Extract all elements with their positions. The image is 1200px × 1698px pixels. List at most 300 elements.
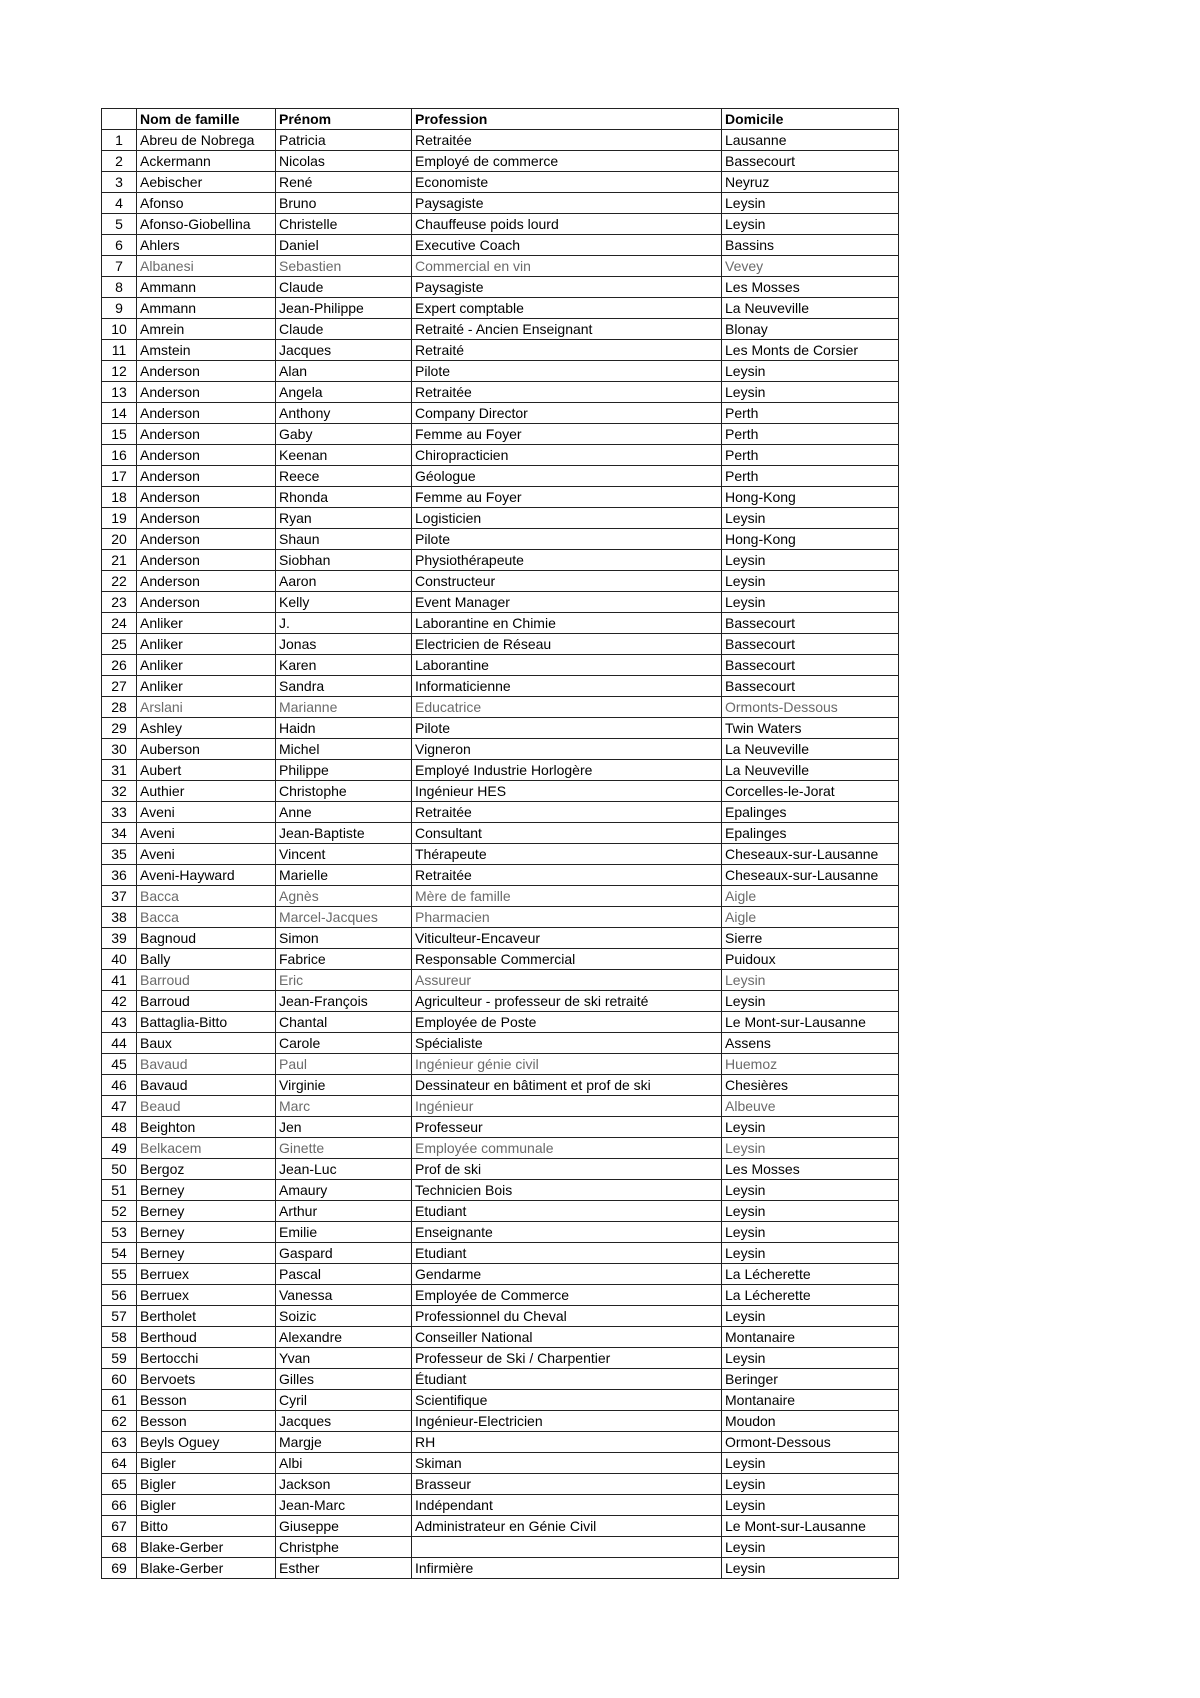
cell-nom-de-famille: Berthoud: [137, 1327, 276, 1348]
cell-number: 54: [102, 1243, 137, 1264]
cell-prenom: Vanessa: [276, 1285, 412, 1306]
cell-number: 8: [102, 277, 137, 298]
cell-profession: Pilote: [412, 529, 722, 550]
cell-domicile: Leysin: [722, 1306, 899, 1327]
cell-profession: Retraité: [412, 340, 722, 361]
table-row: [102, 655, 899, 676]
cell-prenom: Amaury: [276, 1180, 412, 1201]
cell-domicile: Leysin: [722, 1201, 899, 1222]
cell-nom-de-famille: Ahlers: [137, 235, 276, 256]
cell-profession: Agriculteur - professeur de ski retraité: [412, 991, 722, 1012]
cell-profession: Informaticienne: [412, 676, 722, 697]
cell-number: 18: [102, 487, 137, 508]
cell-prenom: Jean-Marc: [276, 1495, 412, 1516]
cell-profession: Dessinateur en bâtiment et prof de ski: [412, 1075, 722, 1096]
cell-profession: Ingénieur-Electricien: [412, 1411, 722, 1432]
cell-prenom: Jean-François: [276, 991, 412, 1012]
cell-number: 27: [102, 676, 137, 697]
cell-nom-de-famille: Bigler: [137, 1453, 276, 1474]
cell-nom-de-famille: Bergoz: [137, 1159, 276, 1180]
cell-nom-de-famille: Beighton: [137, 1117, 276, 1138]
cell-profession: Economiste: [412, 172, 722, 193]
cell-nom-de-famille: Albanesi: [137, 256, 276, 277]
cell-domicile: Ormont-Dessous: [722, 1432, 899, 1453]
cell-number: 38: [102, 907, 137, 928]
cell-prenom: Jonas: [276, 634, 412, 655]
cell-number: 47: [102, 1096, 137, 1117]
cell-profession: Employé de commerce: [412, 151, 722, 172]
cell-prenom: Soizic: [276, 1306, 412, 1327]
cell-number: 68: [102, 1537, 137, 1558]
cell-number: 39: [102, 928, 137, 949]
cell-nom-de-famille: Barroud: [137, 970, 276, 991]
table-row: [102, 823, 899, 844]
cell-profession: Ingénieur génie civil: [412, 1054, 722, 1075]
cell-domicile: Bassecourt: [722, 634, 899, 655]
cell-prenom: Arthur: [276, 1201, 412, 1222]
cell-number: 31: [102, 760, 137, 781]
table-row: [102, 613, 899, 634]
cell-domicile: La Neuveville: [722, 298, 899, 319]
cell-domicile: Leysin: [722, 1138, 899, 1159]
cell-number: 62: [102, 1411, 137, 1432]
cell-profession: Enseignante: [412, 1222, 722, 1243]
cell-nom-de-famille: Bervoets: [137, 1369, 276, 1390]
cell-domicile: Montanaire: [722, 1327, 899, 1348]
header-profession: Profession: [412, 109, 722, 130]
cell-nom-de-famille: Anliker: [137, 634, 276, 655]
cell-domicile: Blonay: [722, 319, 899, 340]
table-row: [102, 844, 899, 865]
table-row: [102, 130, 899, 151]
cell-domicile: Sierre: [722, 928, 899, 949]
cell-profession: Ingénieur HES: [412, 781, 722, 802]
cell-domicile: Les Monts de Corsier: [722, 340, 899, 361]
table-row: [102, 1159, 899, 1180]
cell-prenom: Ginette: [276, 1138, 412, 1159]
cell-prenom: Jen: [276, 1117, 412, 1138]
cell-number: 23: [102, 592, 137, 613]
cell-profession: Ingénieur: [412, 1096, 722, 1117]
cell-nom-de-famille: Aebischer: [137, 172, 276, 193]
table-row: [102, 550, 899, 571]
cell-prenom: Chantal: [276, 1012, 412, 1033]
cell-prenom: René: [276, 172, 412, 193]
cell-nom-de-famille: Ackermann: [137, 151, 276, 172]
cell-nom-de-famille: Berney: [137, 1222, 276, 1243]
header-prenom: Prénom: [276, 109, 412, 130]
cell-nom-de-famille: Bagnoud: [137, 928, 276, 949]
cell-prenom: Kelly: [276, 592, 412, 613]
cell-domicile: Leysin: [722, 571, 899, 592]
cell-nom-de-famille: Anderson: [137, 403, 276, 424]
cell-number: 50: [102, 1159, 137, 1180]
cell-domicile: Perth: [722, 445, 899, 466]
cell-prenom: Jean-Luc: [276, 1159, 412, 1180]
cell-domicile: Moudon: [722, 1411, 899, 1432]
table-row: [102, 991, 899, 1012]
cell-nom-de-famille: Ammann: [137, 277, 276, 298]
table-header-row: [102, 109, 899, 130]
cell-profession: Pilote: [412, 361, 722, 382]
cell-prenom: Haidn: [276, 718, 412, 739]
cell-number: 32: [102, 781, 137, 802]
cell-profession: Etudiant: [412, 1243, 722, 1264]
cell-profession: Étudiant: [412, 1369, 722, 1390]
cell-prenom: Sandra: [276, 676, 412, 697]
cell-number: 63: [102, 1432, 137, 1453]
cell-nom-de-famille: Bigler: [137, 1495, 276, 1516]
header-nom-de-famille: Nom de famille: [137, 109, 276, 130]
cell-profession: Company Director: [412, 403, 722, 424]
table-row: [102, 340, 899, 361]
cell-number: 67: [102, 1516, 137, 1537]
cell-nom-de-famille: Bavaud: [137, 1054, 276, 1075]
cell-domicile: Leysin: [722, 361, 899, 382]
cell-domicile: La Neuveville: [722, 760, 899, 781]
cell-nom-de-famille: Arslani: [137, 697, 276, 718]
table-row: [102, 1327, 899, 1348]
cell-profession: Mère de famille: [412, 886, 722, 907]
table-row: [102, 865, 899, 886]
cell-nom-de-famille: Bertocchi: [137, 1348, 276, 1369]
cell-prenom: Emilie: [276, 1222, 412, 1243]
cell-profession: Expert comptable: [412, 298, 722, 319]
cell-domicile: Lausanne: [722, 130, 899, 151]
cell-prenom: Vincent: [276, 844, 412, 865]
cell-prenom: Marcel-Jacques: [276, 907, 412, 928]
cell-nom-de-famille: Anliker: [137, 655, 276, 676]
cell-nom-de-famille: Anderson: [137, 361, 276, 382]
cell-prenom: Bruno: [276, 193, 412, 214]
cell-domicile: Le Mont-sur-Lausanne: [722, 1516, 899, 1537]
cell-domicile: Leysin: [722, 193, 899, 214]
cell-profession: Laborantine en Chimie: [412, 613, 722, 634]
table-row: [102, 1495, 899, 1516]
cell-nom-de-famille: Afonso: [137, 193, 276, 214]
cell-domicile: Montanaire: [722, 1390, 899, 1411]
cell-number: 36: [102, 865, 137, 886]
table-row: [102, 1390, 899, 1411]
cell-number: 33: [102, 802, 137, 823]
cell-number: 7: [102, 256, 137, 277]
cell-number: 61: [102, 1390, 137, 1411]
cell-prenom: Ryan: [276, 508, 412, 529]
cell-number: 35: [102, 844, 137, 865]
cell-prenom: Virginie: [276, 1075, 412, 1096]
cell-number: 58: [102, 1327, 137, 1348]
cell-number: 15: [102, 424, 137, 445]
cell-prenom: Gaby: [276, 424, 412, 445]
cell-nom-de-famille: Aubert: [137, 760, 276, 781]
table-row: [102, 361, 899, 382]
table-row: [102, 1075, 899, 1096]
cell-domicile: Cheseaux-sur-Lausanne: [722, 865, 899, 886]
cell-nom-de-famille: Beaud: [137, 1096, 276, 1117]
cell-number: 26: [102, 655, 137, 676]
cell-profession: Retraitée: [412, 382, 722, 403]
cell-domicile: Leysin: [722, 1537, 899, 1558]
cell-prenom: Claude: [276, 277, 412, 298]
cell-nom-de-famille: Aveni: [137, 802, 276, 823]
cell-profession: Conseiller National: [412, 1327, 722, 1348]
table-row: [102, 1243, 899, 1264]
table-row: [102, 1348, 899, 1369]
cell-profession: Skiman: [412, 1453, 722, 1474]
cell-number: 17: [102, 466, 137, 487]
cell-prenom: J.: [276, 613, 412, 634]
cell-prenom: Shaun: [276, 529, 412, 550]
table-row: [102, 256, 899, 277]
cell-profession: Indépendant: [412, 1495, 722, 1516]
cell-nom-de-famille: Abreu de Nobrega: [137, 130, 276, 151]
table-row: [102, 214, 899, 235]
cell-domicile: Bassins: [722, 235, 899, 256]
cell-number: 40: [102, 949, 137, 970]
cell-number: 16: [102, 445, 137, 466]
cell-profession: RH: [412, 1432, 722, 1453]
cell-profession: Logisticien: [412, 508, 722, 529]
cell-nom-de-famille: Barroud: [137, 991, 276, 1012]
cell-number: 1: [102, 130, 137, 151]
table-row: [102, 1411, 899, 1432]
cell-nom-de-famille: Ammann: [137, 298, 276, 319]
table-row: [102, 1012, 899, 1033]
cell-number: 52: [102, 1201, 137, 1222]
cell-domicile: Leysin: [722, 1474, 899, 1495]
cell-number: 29: [102, 718, 137, 739]
cell-number: 60: [102, 1369, 137, 1390]
cell-prenom: Carole: [276, 1033, 412, 1054]
cell-prenom: Nicolas: [276, 151, 412, 172]
table-row: [102, 1180, 899, 1201]
table-row: [102, 1474, 899, 1495]
cell-number: 11: [102, 340, 137, 361]
table-row: [102, 1516, 899, 1537]
cell-number: 66: [102, 1495, 137, 1516]
cell-profession: Scientifique: [412, 1390, 722, 1411]
cell-nom-de-famille: Berruex: [137, 1264, 276, 1285]
cell-profession: Professeur: [412, 1117, 722, 1138]
cell-domicile: Bassecourt: [722, 613, 899, 634]
cell-prenom: Eric: [276, 970, 412, 991]
table-row: [102, 634, 899, 655]
cell-prenom: Agnès: [276, 886, 412, 907]
cell-profession: Thérapeute: [412, 844, 722, 865]
table-row: [102, 1306, 899, 1327]
cell-number: 24: [102, 613, 137, 634]
table-body: [102, 130, 899, 1579]
cell-number: 4: [102, 193, 137, 214]
cell-nom-de-famille: Anderson: [137, 424, 276, 445]
cell-domicile: Bassecourt: [722, 655, 899, 676]
cell-number: 13: [102, 382, 137, 403]
cell-prenom: Michel: [276, 739, 412, 760]
cell-number: 22: [102, 571, 137, 592]
cell-number: 56: [102, 1285, 137, 1306]
table-row: [102, 487, 899, 508]
cell-domicile: Leysin: [722, 592, 899, 613]
cell-profession: Vigneron: [412, 739, 722, 760]
cell-nom-de-famille: Anderson: [137, 529, 276, 550]
cell-nom-de-famille: Anliker: [137, 613, 276, 634]
cell-domicile: Leysin: [722, 508, 899, 529]
cell-number: 14: [102, 403, 137, 424]
cell-domicile: La Neuveville: [722, 739, 899, 760]
table-row: [102, 949, 899, 970]
cell-domicile: Leysin: [722, 214, 899, 235]
cell-domicile: Les Mosses: [722, 1159, 899, 1180]
cell-prenom: Jean-Baptiste: [276, 823, 412, 844]
table-row: [102, 1096, 899, 1117]
cell-number: 64: [102, 1453, 137, 1474]
cell-prenom: Angela: [276, 382, 412, 403]
table-row: [102, 781, 899, 802]
cell-domicile: La Lécherette: [722, 1285, 899, 1306]
cell-domicile: Neyruz: [722, 172, 899, 193]
cell-profession: Laborantine: [412, 655, 722, 676]
cell-domicile: Cheseaux-sur-Lausanne: [722, 844, 899, 865]
cell-nom-de-famille: Blake-Gerber: [137, 1558, 276, 1579]
cell-prenom: Yvan: [276, 1348, 412, 1369]
cell-prenom: Sebastien: [276, 256, 412, 277]
cell-nom-de-famille: Besson: [137, 1390, 276, 1411]
cell-domicile: Aigle: [722, 886, 899, 907]
table-row: [102, 1285, 899, 1306]
cell-number: 5: [102, 214, 137, 235]
cell-nom-de-famille: Battaglia-Bitto: [137, 1012, 276, 1033]
cell-number: 10: [102, 319, 137, 340]
cell-prenom: Siobhan: [276, 550, 412, 571]
header-domicile: Domicile: [722, 109, 899, 130]
cell-prenom: Gaspard: [276, 1243, 412, 1264]
cell-nom-de-famille: Besson: [137, 1411, 276, 1432]
cell-nom-de-famille: Amrein: [137, 319, 276, 340]
cell-profession: Retraitée: [412, 865, 722, 886]
table-row: [102, 382, 899, 403]
cell-number: 65: [102, 1474, 137, 1495]
cell-domicile: Leysin: [722, 382, 899, 403]
cell-nom-de-famille: Anliker: [137, 676, 276, 697]
cell-profession: Chiropracticien: [412, 445, 722, 466]
cell-profession: Etudiant: [412, 1201, 722, 1222]
cell-profession: Employée de Poste: [412, 1012, 722, 1033]
cell-domicile: Aigle: [722, 907, 899, 928]
table-row: [102, 151, 899, 172]
table-row: [102, 760, 899, 781]
cell-profession: Géologue: [412, 466, 722, 487]
table-row: [102, 424, 899, 445]
cell-nom-de-famille: Baux: [137, 1033, 276, 1054]
cell-prenom: Jacques: [276, 340, 412, 361]
cell-prenom: Marc: [276, 1096, 412, 1117]
table-row: [102, 172, 899, 193]
cell-profession: Event Manager: [412, 592, 722, 613]
cell-domicile: Ormonts-Dessous: [722, 697, 899, 718]
cell-profession: Gendarme: [412, 1264, 722, 1285]
table-row: [102, 403, 899, 424]
cell-domicile: Leysin: [722, 550, 899, 571]
cell-number: 53: [102, 1222, 137, 1243]
cell-profession: Chauffeuse poids lourd: [412, 214, 722, 235]
table-row: [102, 592, 899, 613]
cell-number: 6: [102, 235, 137, 256]
cell-number: 2: [102, 151, 137, 172]
cell-number: 45: [102, 1054, 137, 1075]
cell-prenom: Alan: [276, 361, 412, 382]
cell-domicile: Bassecourt: [722, 151, 899, 172]
cell-profession: Infirmière: [412, 1558, 722, 1579]
table-row: [102, 1054, 899, 1075]
cell-number: 3: [102, 172, 137, 193]
cell-prenom: Anne: [276, 802, 412, 823]
cell-prenom: Margje: [276, 1432, 412, 1453]
cell-nom-de-famille: Anderson: [137, 508, 276, 529]
cell-domicile: Assens: [722, 1033, 899, 1054]
cell-domicile: Bassecourt: [722, 676, 899, 697]
cell-number: 51: [102, 1180, 137, 1201]
cell-domicile: Leysin: [722, 1243, 899, 1264]
cell-profession: Assureur: [412, 970, 722, 991]
cell-domicile: Leysin: [722, 1117, 899, 1138]
cell-profession: Brasseur: [412, 1474, 722, 1495]
document-page: [101, 108, 899, 1579]
cell-nom-de-famille: Ashley: [137, 718, 276, 739]
cell-domicile: Perth: [722, 424, 899, 445]
cell-domicile: Les Mosses: [722, 277, 899, 298]
cell-prenom: Giuseppe: [276, 1516, 412, 1537]
cell-domicile: Epalinges: [722, 802, 899, 823]
cell-nom-de-famille: Anderson: [137, 466, 276, 487]
cell-nom-de-famille: Bally: [137, 949, 276, 970]
cell-prenom: Esther: [276, 1558, 412, 1579]
cell-nom-de-famille: Anderson: [137, 445, 276, 466]
cell-prenom: Philippe: [276, 760, 412, 781]
table-row: [102, 508, 899, 529]
cell-number: 46: [102, 1075, 137, 1096]
cell-nom-de-famille: Beyls Oguey: [137, 1432, 276, 1453]
cell-domicile: Leysin: [722, 1348, 899, 1369]
cell-prenom: Paul: [276, 1054, 412, 1075]
cell-domicile: Leysin: [722, 1453, 899, 1474]
table-row: [102, 466, 899, 487]
cell-prenom: Reece: [276, 466, 412, 487]
table-row: [102, 802, 899, 823]
cell-domicile: Leysin: [722, 1495, 899, 1516]
cell-nom-de-famille: Anderson: [137, 550, 276, 571]
cell-nom-de-famille: Amstein: [137, 340, 276, 361]
cell-domicile: Hong-Kong: [722, 529, 899, 550]
cell-domicile: Leysin: [722, 991, 899, 1012]
cell-profession: Employée de Commerce: [412, 1285, 722, 1306]
cell-prenom: Fabrice: [276, 949, 412, 970]
cell-profession: Pharmacien: [412, 907, 722, 928]
cell-nom-de-famille: Anderson: [137, 487, 276, 508]
header-number: [102, 109, 137, 130]
table-row: [102, 1201, 899, 1222]
cell-domicile: Perth: [722, 466, 899, 487]
cell-nom-de-famille: Berney: [137, 1180, 276, 1201]
cell-domicile: Vevey: [722, 256, 899, 277]
cell-domicile: Chesières: [722, 1075, 899, 1096]
cell-prenom: Claude: [276, 319, 412, 340]
cell-nom-de-famille: Bitto: [137, 1516, 276, 1537]
table-row: [102, 1453, 899, 1474]
table-row: [102, 529, 899, 550]
cell-profession: Employée communale: [412, 1138, 722, 1159]
cell-domicile: Corcelles-le-Jorat: [722, 781, 899, 802]
cell-profession: Professionnel du Cheval: [412, 1306, 722, 1327]
